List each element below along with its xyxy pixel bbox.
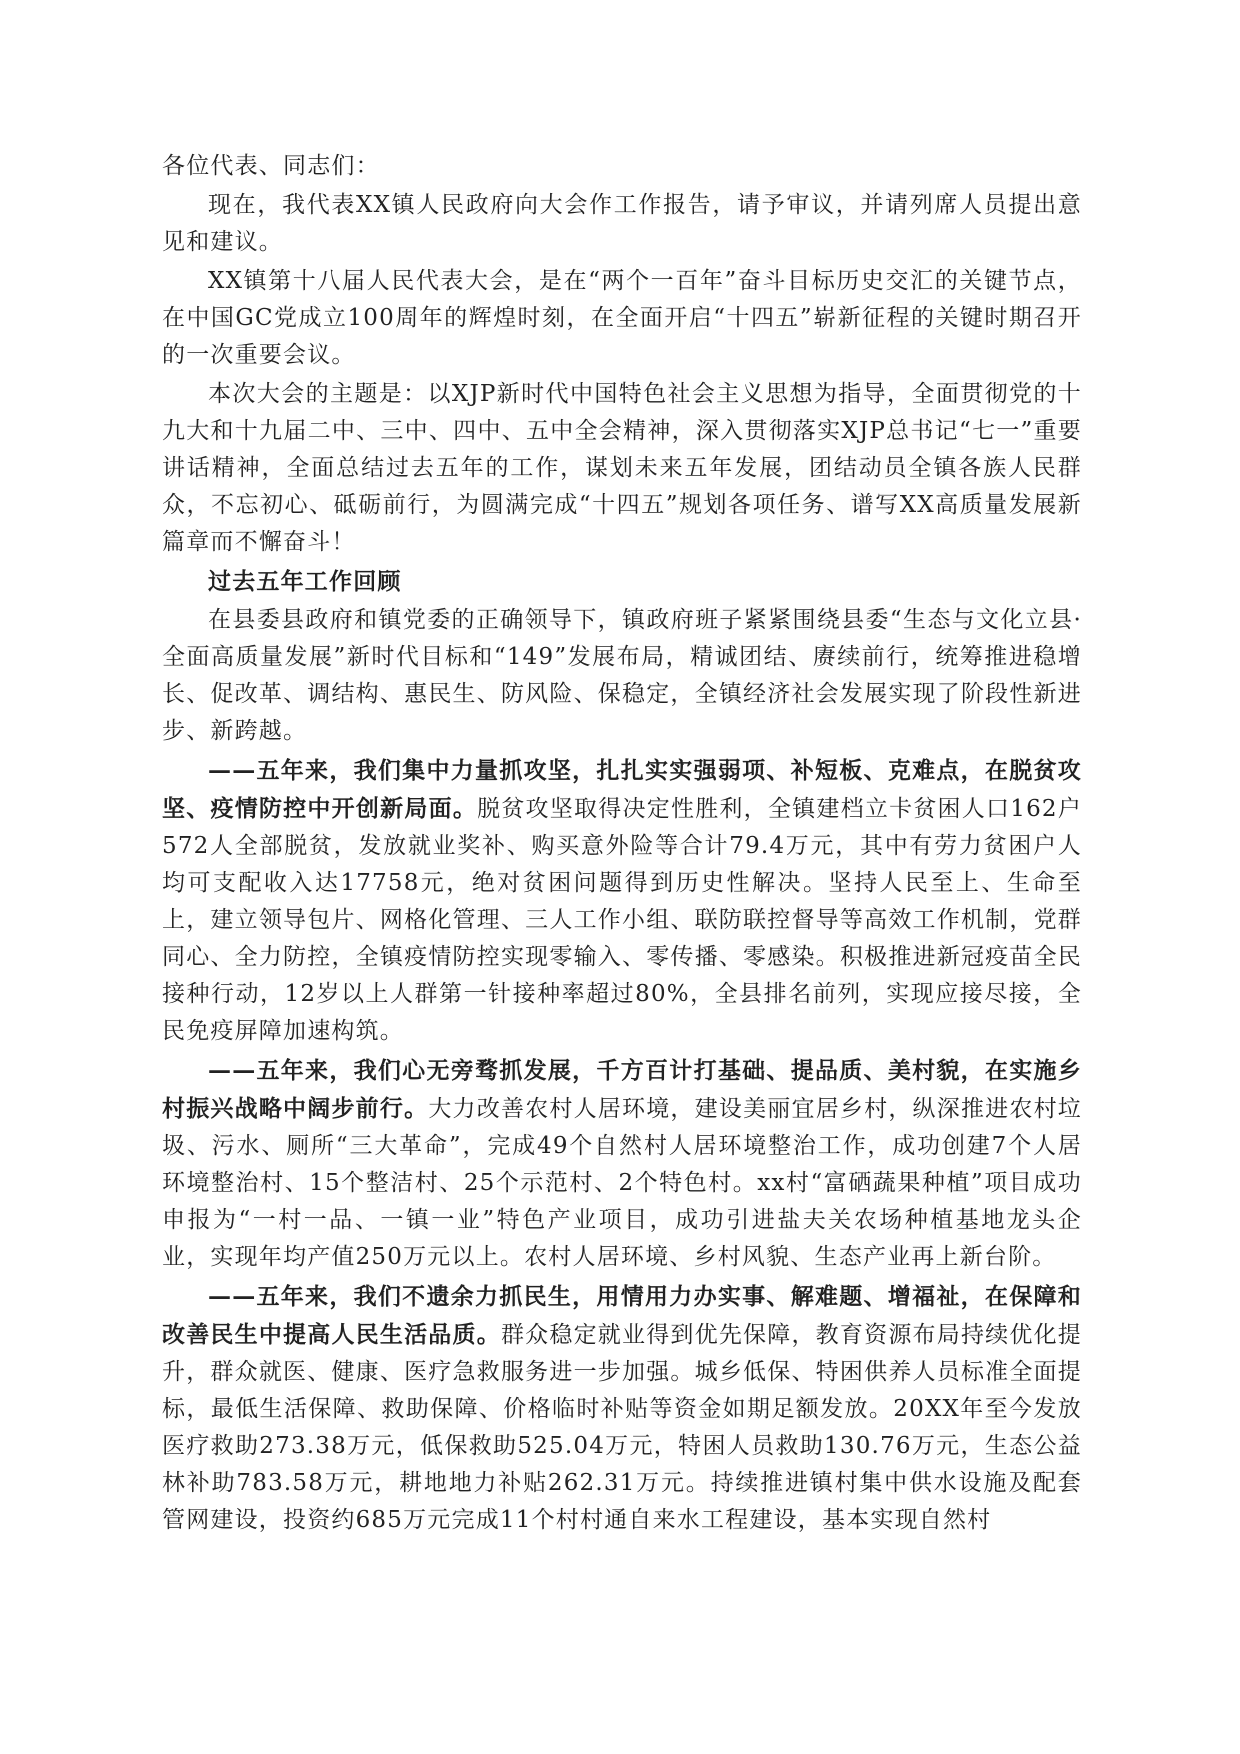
achievement-body: 脱贫攻坚取得决定性胜利，全镇建档立卡贫困人口162户572人全部脱贫，发放就业奖补、购买意外险等合计79.4万元，其中有劳力贫困户人均可支配收入达17758元，绝对贫困问题得到历史性解决。坚持人民至上、生命至上，建立领导包片、网格化管理、三人工作小组、联防联控督导等高效工作机制，党群同心、全力防控，全镇疫情防控实现零输入、零传播、零感染。积极推进新冠疫苗全民接种行动，12岁以上人群第一针接种率超过80%，全县排名前列，实现应接尽接，全民免疫屏障加速构筑。 — [162, 796, 1082, 1044]
achievement-lead: ——五年来，我们不遗余力抓民生，用情用力办实事、解难题、增福祉，在保障和改善民生中提高人民生活品质。 — [162, 1283, 1082, 1348]
intro-paragraph-3: 本次大会的主题是：以XJP新时代中国特色社会主义思想为指导，全面贯彻党的十九大和十九届二中、三中、四中、五中全会精神，深入贯彻落实XJP总书记“七一”重要讲话精神，全面总结过去五年的工作，谋划未来五年发展，团结动员全镇各族人民群众，不忘初心、砥砺前行，为圆满完成“十四五”规划各项任务、谱写XX高质量发展新篇章而不懈奋斗！ — [162, 381, 1082, 555]
intro-paragraph-1: 现在，我代表XX镇人民政府向大会作工作报告，请予审议，并请列席人员提出意见和建议。 — [162, 192, 1082, 255]
achievement-body: 大力改善农村人居环境，建设美丽宜居乡村，纵深推进农村垃圾、污水、厕所“三大革命”，完成49个自然村人居环境整治工作，成功创建7个人居环境整治村、15个整洁村、25个示范村、2个特色村。xx村“富硒蔬果种植”项目成功申报为“一村一品、一镇一业”特色产业项目，成功引进盐夫关农场种植基地龙头企业，实现年均产值250万元以上。农村人居环境、乡村风貌、生态产业再上新台阶。 — [162, 1096, 1083, 1270]
achievement-body: 群众稳定就业得到优先保障，教育资源布局持续优化提升，群众就医、健康、医疗急救服务进一步加强。城乡低保、特困供养人员标准全面提标，最低生活保障、救助保障、价格临时补贴等资金如期足额发放。20XX年至今发放医疗救助273.38万元，低保救助525.04万元，特困人员救助130.76万元，生态公益林补助783.58万元，耕地地力补贴262.31万元。持续推进镇村集中供水设施及配套管网建设，投资约685万元完成11个村村通自来水工程建设，基本实现自然村 — [162, 1322, 1082, 1533]
achievement-paragraph-3 — [162, 1278, 1082, 1539]
section-heading: 过去五年工作回顾 — [208, 568, 402, 595]
achievement-lead: ——五年来，我们集中力量抓攻坚，扎扎实实强弱项、补短板、克难点，在脱贫攻坚、疫情防控中开创新局面。 — [162, 757, 1082, 822]
salutation: 各位代表、同志们： — [162, 153, 380, 179]
achievement-paragraph-1 — [162, 752, 1082, 1050]
intro-paragraph-2: XX镇第十八届人民代表大会，是在“两个一百年”奋斗目标历史交汇的关键节点，在中国GC党成立100周年的辉煌时刻，在全面开启“十四五”崭新征程的关键时期召开的一次重要会议。 — [162, 268, 1082, 368]
document-page — [162, 148, 1082, 1541]
section-intro: 在县委县政府和镇党委的正确领导下，镇政府班子紧紧围绕县委“生态与文化立县·全面高质量发展”新时代目标和“149”发展布局，精诚团结、赓续前行，统筹推进稳增长、促改革、调结构、惠民生、防风险、保稳定，全镇经济社会发展实现了阶段性新进步、新跨越。 — [162, 607, 1082, 744]
achievement-lead: ——五年来，我们心无旁骛抓发展，千方百计打基础、提品质、美村貌，在实施乡村振兴战略中阔步前行。 — [162, 1057, 1082, 1122]
achievement-paragraph-2 — [162, 1052, 1082, 1276]
